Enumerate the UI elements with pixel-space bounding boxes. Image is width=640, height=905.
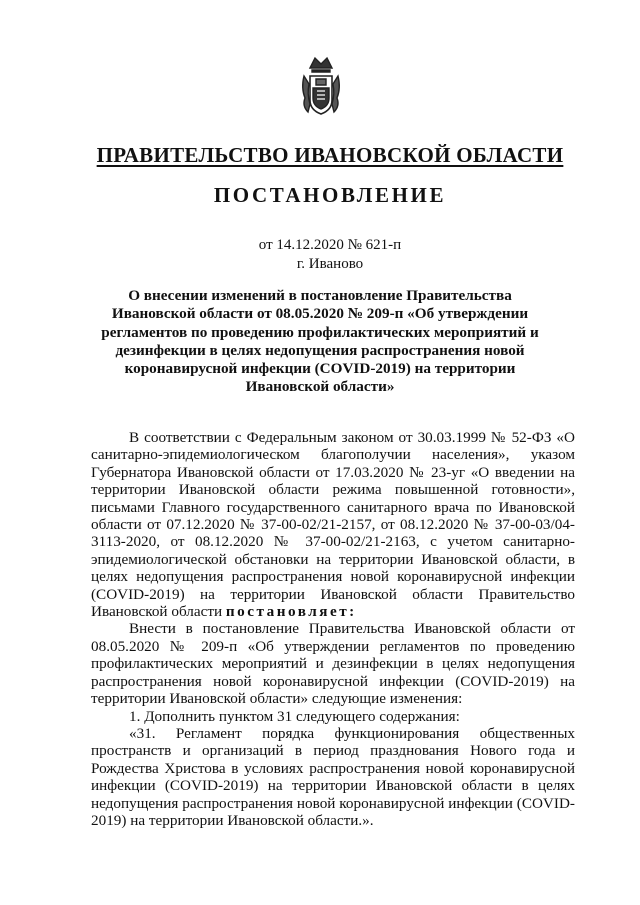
city: г. Иваново (296, 256, 364, 272)
coat-of-arms-icon (298, 54, 344, 118)
paragraph-amend: Внести в постановление Правительства Ивановской области от 08.05.2020 № 209-п «Об утверждении регламентов по проведению профилактических мероприятий и дезинфекции в целях недопущения распространения новой коронавирусной инфекции (COVID-2019) на территории Ивановской области» следующие изменения: (91, 620, 575, 708)
paragraph-item-31: «31. Регламент порядка функционирования общественных пространств и организаций в период празднования Нового года и Рождества Христова в условиях распространения новой коронавирусной инфекции (COVID-2019) на территории Ивановской области в целях недопущения распространения новой коронавирусной инфекции (COVID-2019) на территории Ивановской области.». (91, 724, 575, 829)
paragraph-preamble (91, 429, 575, 620)
organization-title: ПРАВИТЕЛЬСТВО ИВАНОВСКОЙ ОБЛАСТИ (96, 143, 564, 167)
date-number: от 14.12.2020 № 621-п (258, 237, 402, 253)
document-title: О внесении изменений в постановление Правительства Ивановской области от 08.05.2020 № 209-п «Об утверждении регламентов по проведению профилактических мероприятий и дезинфекции в целях недопущения распространения новой коронавирусной инфекции (COVID-2019) на территории Ивановской области» (101, 287, 539, 396)
document-body (91, 429, 575, 829)
document-type: ПОСТАНОВЛЕНИЕ (213, 183, 447, 207)
resolves-emphasis: постановляет: (225, 603, 357, 621)
paragraph-item-1: 1. Дополнить пунктом 31 следующего содержания: (129, 707, 460, 725)
preamble-text: В соответствии с Федеральным законом от 30.03.1999 № 52-ФЗ «О санитарно-эпидемиологическом благополучии населения», указом Губернатора Ивановской области от 17.03.2020 № 23-уг «О введении на территории Ивановской области режима повышенной готовности», письмами Главного государственного санитарного врача по Ивановской области от 07.12.2020 № 37-00-02/21-2157, от 08.12.2020 № 37-00-03/04-3113-2020, от 08.12.2020 № 37-00-02/21-2163, с учетом санитарно-эпидемиологической обстановки на территории Ивановской области, в целях недопущения распространения новой коронавирусной инфекции (COVID-2019) на территории Ивановской области Правительство Ивановской области (91, 429, 575, 621)
